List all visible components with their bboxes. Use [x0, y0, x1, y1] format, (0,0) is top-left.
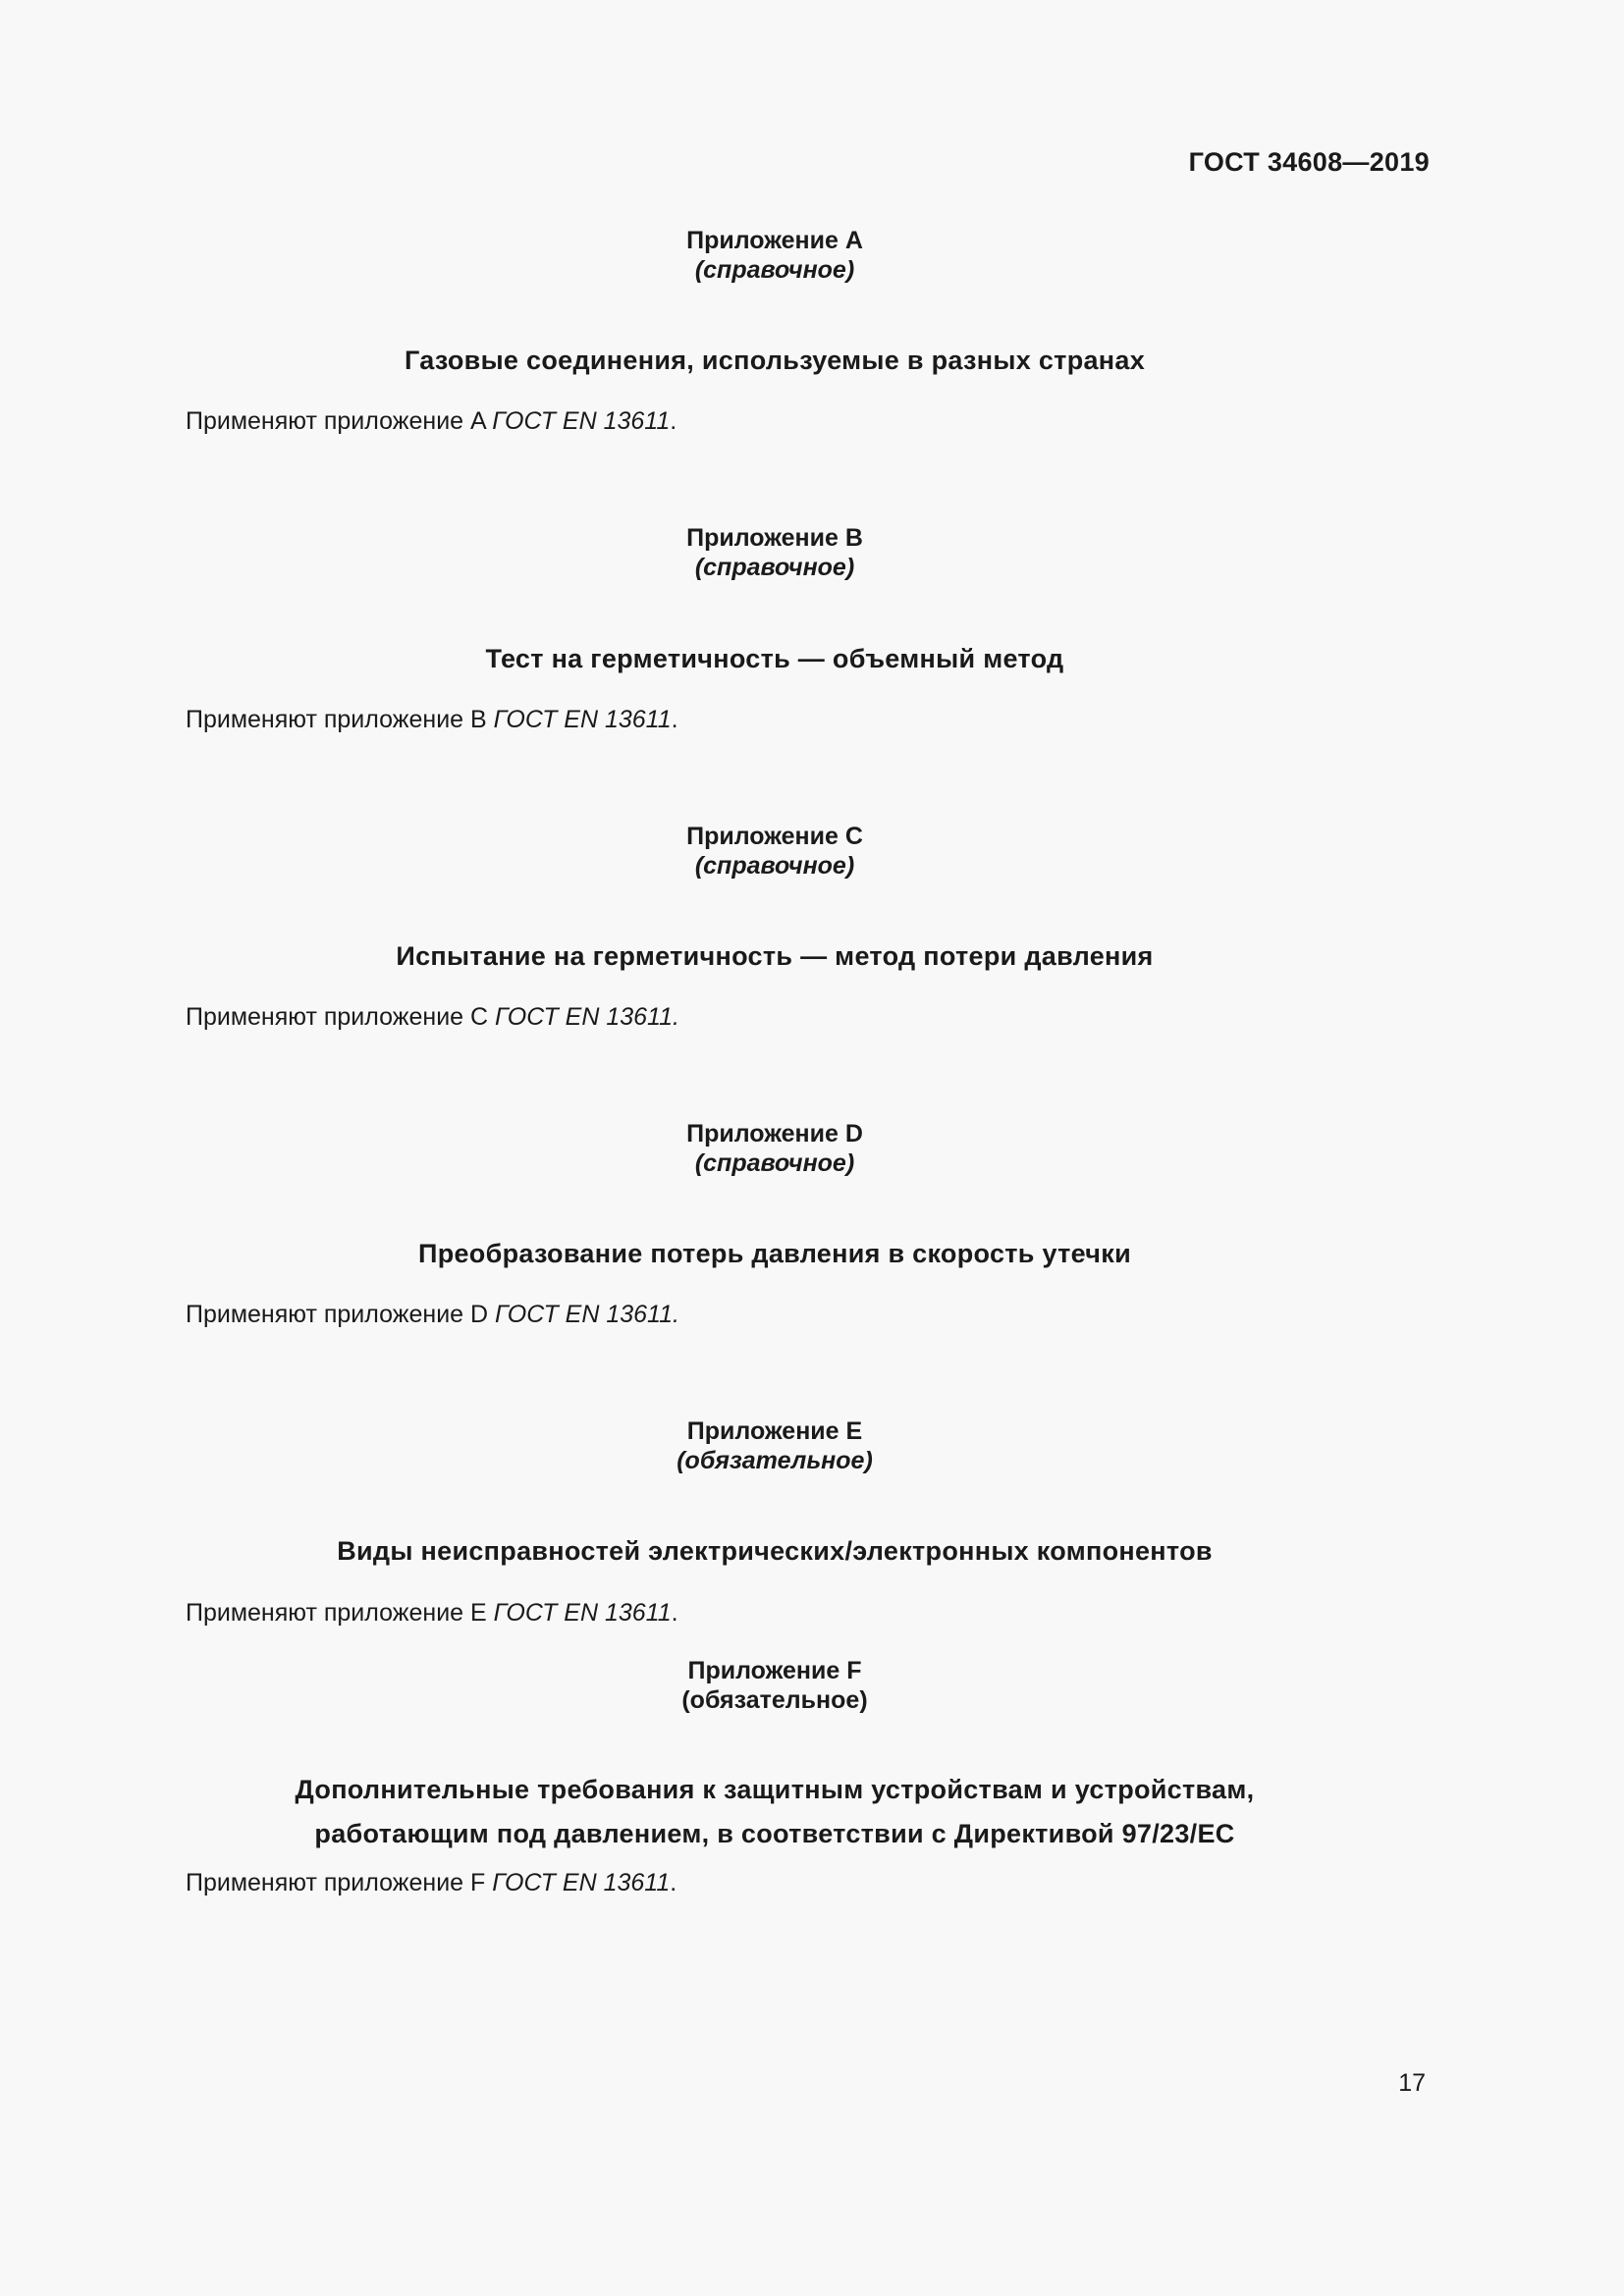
appendix-f-title	[0, 1767, 1549, 1857]
document-code: ГОСТ 34608—2019	[1188, 147, 1430, 177]
standard-reference: ГОСТ EN 13611.	[495, 1003, 679, 1031]
text-prefix: Применяют приложение D	[186, 1301, 496, 1328]
text-suffix: .	[670, 407, 677, 435]
appendix-label: Приложение A	[686, 227, 863, 254]
text-suffix: .	[671, 1599, 678, 1627]
text-prefix: Применяют приложение C	[186, 1003, 496, 1031]
appendix-a-title: Газовые соединения, используемые в разных странах	[404, 346, 1146, 375]
appendix-e-title: Виды неисправностей электрических/электронных компонентов	[337, 1536, 1213, 1566]
page-number: 17	[1398, 2069, 1426, 2097]
appendix-status: (обязательное)	[681, 1686, 868, 1714]
appendix-b-text	[186, 705, 678, 734]
text-suffix: .	[671, 706, 678, 733]
appendix-status: (обязательное)	[677, 1447, 873, 1474]
standard-reference: ГОСТ EN 13611.	[495, 1301, 679, 1328]
appendix-c-heading	[0, 822, 1549, 881]
appendix-a-heading	[0, 226, 1549, 285]
text-prefix: Применяют приложение A	[186, 407, 493, 435]
appendix-status: (справочное)	[694, 256, 855, 284]
appendix-status: (справочное)	[694, 554, 855, 581]
title-line: работающим под давлением, в соответствии с Директивой 97/23/ЕС	[314, 1819, 1235, 1848]
appendix-label: Приложение D	[686, 1120, 863, 1148]
appendix-b-title: Тест на герметичность — объемный метод	[485, 644, 1064, 673]
text-suffix: .	[670, 1869, 677, 1896]
appendix-a-text	[186, 406, 677, 436]
appendix-label: Приложение C	[686, 823, 863, 850]
text-prefix: Применяют приложение E	[186, 1599, 494, 1627]
appendix-d-heading	[0, 1119, 1549, 1178]
appendix-d-text	[186, 1300, 679, 1329]
appendix-label: Приложение F	[687, 1657, 862, 1684]
title-line: Дополнительные требования к защитным устройствам и устройствам,	[295, 1775, 1255, 1804]
appendix-c-title: Испытание на герметичность — метод потери давления	[396, 941, 1154, 971]
appendix-e-text	[186, 1598, 678, 1628]
appendix-status: (справочное)	[694, 1149, 855, 1177]
appendix-status: (справочное)	[694, 852, 855, 880]
standard-reference: ГОСТ EN 13611	[492, 407, 671, 435]
appendix-label: Приложение B	[686, 524, 863, 552]
appendix-d-title: Преобразование потерь давления в скорость утечки	[417, 1239, 1131, 1268]
appendix-e-heading	[0, 1416, 1549, 1475]
text-prefix: Применяют приложение B	[186, 706, 494, 733]
appendix-b-heading	[0, 523, 1549, 582]
standard-reference: ГОСТ EN 13611	[492, 1869, 671, 1896]
text-prefix: Применяют приложение F	[186, 1869, 493, 1896]
appendix-label: Приложение E	[686, 1417, 863, 1445]
appendix-f-heading	[0, 1656, 1549, 1715]
standard-reference: ГОСТ EN 13611	[493, 706, 672, 733]
appendix-c-text	[186, 1002, 679, 1032]
standard-reference: ГОСТ EN 13611	[493, 1599, 672, 1627]
appendix-f-text	[186, 1868, 677, 1897]
